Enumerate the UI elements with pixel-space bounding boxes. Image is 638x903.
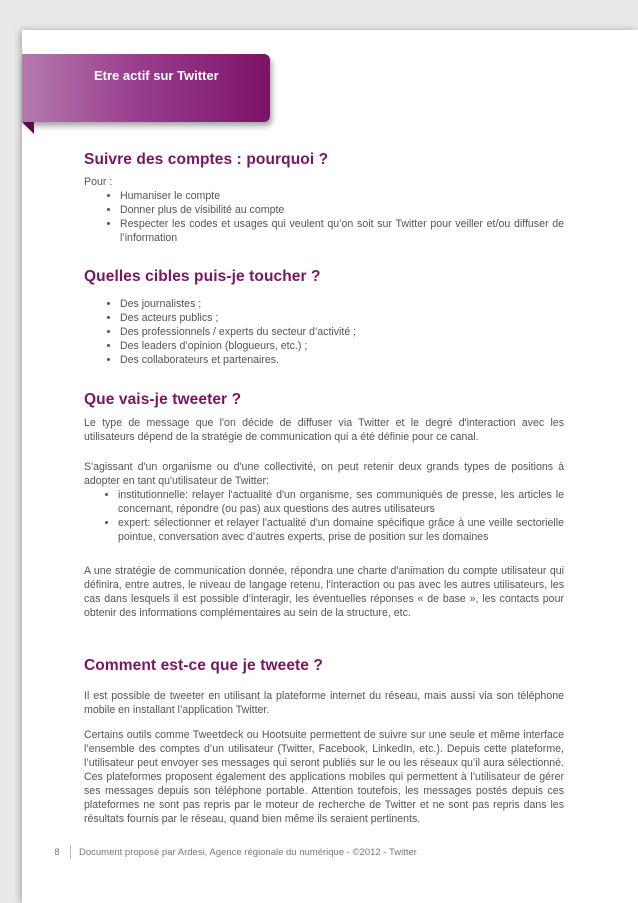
list-item: • Des professionnels / experts du secteur d’activité ; bbox=[120, 325, 564, 339]
section4-p1: Il est possible de tweeter en utilisant la plateforme internet du réseau, mais aussi via son téléphone mobile en installant l’application Twitter. bbox=[84, 690, 564, 716]
banner-fold bbox=[22, 122, 34, 134]
section3-p3: A une stratégie de communication donnée, répondra une charte d'animation du compte utilisateur qui définira, entre autres, le niveau de langage retenu, l'interaction ou pas avec les autres utilisateurs, les cas dans lesquels il est possible d’interagir, les éventuelles réponses « de base », les contacts pour obtenir des informations complémentaires au sein de la structure, etc. bbox=[84, 565, 564, 619]
section3-p2: S'agissant d'un organisme ou d'une collectivité, on peut retenir deux grands types de positions à adopter en tant qu'utilisateur de Twitter: bbox=[84, 461, 564, 487]
list-item: • Donner plus de visibilité au compte bbox=[120, 203, 564, 217]
section-banner bbox=[22, 54, 270, 122]
heading-comment-tweete: Comment est-ce que je tweete ? bbox=[84, 657, 324, 674]
list-item: • Des leaders d’opinion (blogueurs, etc.) ; bbox=[120, 339, 564, 353]
list-item: • Respecter les codes et usages qui veulent qu’on soit sur Twitter pour veiller et/ou diffuser de l’information bbox=[120, 217, 564, 245]
section3-body bbox=[84, 460, 564, 544]
section1-body bbox=[84, 175, 564, 245]
page-footer bbox=[50, 845, 417, 859]
footer-divider bbox=[70, 845, 71, 859]
page-number: 8 bbox=[54, 846, 60, 858]
section1-list bbox=[84, 189, 564, 245]
list-item: • Des collaborateurs et partenaires. bbox=[120, 353, 564, 367]
heading-tweeter: Que vais-je tweeter ? bbox=[84, 391, 242, 408]
list-item: • institutionnelle: relayer l'actualité d'un organisme, ses communiqués de presse, les articles le concernant, répondre (ou pas) aux questions des autres utilisateurs bbox=[118, 488, 564, 516]
section1-intro: Pour : bbox=[84, 176, 113, 188]
heading-cibles: Quelles cibles puis-je toucher ? bbox=[84, 268, 321, 285]
heading-suivre-comptes: Suivre des comptes : pourquoi ? bbox=[84, 151, 329, 168]
section3-list bbox=[84, 488, 564, 544]
list-item: • Humaniser le compte bbox=[120, 189, 564, 203]
list-item: • expert: sélectionner et relayer l'actualité d'un domaine spécifique grâce à une veille sectorielle pointue, conversation avec d’autres experts, prise de position sur les domaines bbox=[118, 516, 564, 544]
footer-text: Document proposé par Ardesi, Agence régionale du numérique - ©2012 - Twitter bbox=[79, 846, 417, 858]
banner-title: Etre actif sur Twitter bbox=[94, 68, 219, 83]
list-item: • Des journalistes ; bbox=[120, 297, 564, 311]
section2-body bbox=[84, 297, 564, 367]
section3-p1: Le type de message que l'on décide de diffuser via Twitter et le degré d'interaction avec les utilisateurs dépend de la stratégie de communication qui a été définie pour ce canal. bbox=[84, 417, 564, 443]
list-item: • Des acteurs publics ; bbox=[120, 311, 564, 325]
section2-list bbox=[84, 297, 564, 367]
section4-p2: Certains outils comme Tweetdeck ou Hootsuite permettent de suivre sur une seule et même interface l’ensemble des comptes d’un utilisateur (Twitter, Facebook, LinkedIn, etc.). Depuis cette plateforme, l’utilisateur peut envoyer ses messages qui seront publiés sur le ou les réseaux qu’il aura sélectionné. Ces plateformes proposent également des applications mobiles qui permettent à l’utilisateur de gérer ses messages depuis son téléphone portable. Attention toutefois, les messages postés depuis ces plateformes ne sont pas repris par le moteur de recherche de Twitter et ne sont pas repris dans les résultats fournis par le réseau, quand bien même ils seraient pertinents. bbox=[84, 729, 564, 825]
